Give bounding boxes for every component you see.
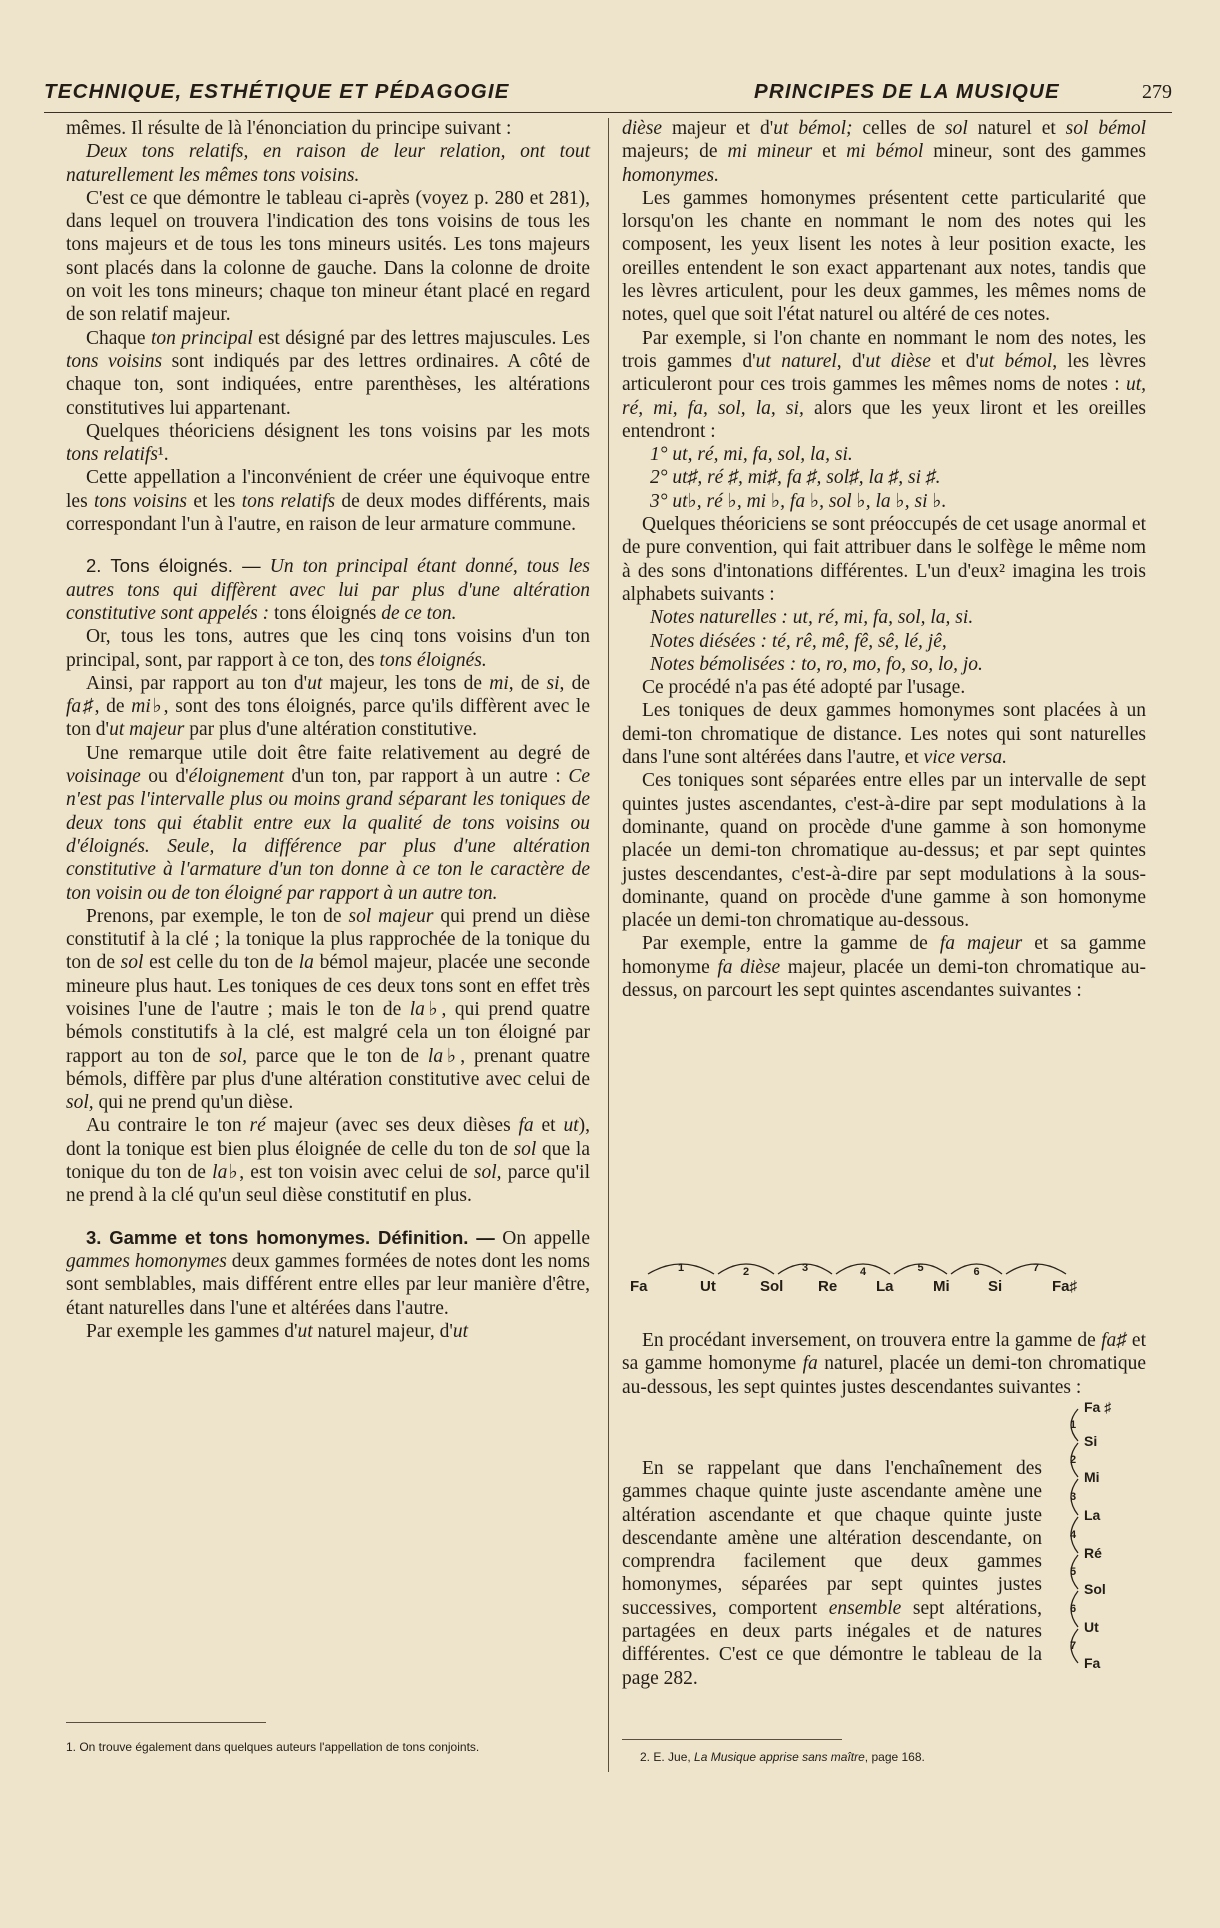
scale-note: Mi (1084, 1469, 1100, 1485)
footnote-1: 1. On trouve également dans quelques auteurs l'appellation de tons conjoints. (66, 1740, 480, 1754)
ascending-fifths-diagram (622, 1250, 1146, 1300)
scale-note: Re (818, 1278, 838, 1295)
scale-note: Fa♯ (1052, 1278, 1078, 1295)
scale-note: Fa (1084, 1655, 1101, 1671)
fifth-number: 2 (743, 1266, 750, 1278)
right-column-narrow (622, 1457, 1042, 1690)
fifth-number: 4 (1070, 1529, 1077, 1541)
right-column-lower (622, 1329, 1146, 1399)
paragraph: Ces toniques sont séparées entre elles par un intervalle de sept quintes justes ascendantes, c'est-à-dire par sept modulations à la dominante, quand on procède d'une gamme à son homonyme placée un demi-ton chromatique au-dessus; et par sept quintes justes descendantes, c'est-à-dire par sept modulations à la sous-dominante, quand on procède d'une gamme à son homonyme placée un demi-ton chromatique au-dessous. (622, 770, 1146, 932)
section-3: 3. Gamme et tons homonymes. Définition. — On appelle gammes homonymes deux gammes formées de notes dont les noms sont semblables, mais différent entre elles par leur manière d'être, étant naturelles dans l'une et altérées dans l'autre. (66, 1226, 590, 1319)
scale-note: Sol (760, 1278, 784, 1295)
paragraph: Quelques théoriciens se sont préoccupés de cet usage anormal et de pure convention, qui fait attribuer dans le solfège le même nom à des sons d'intonations différentes. L'un d'eux² imagina les trois alphabets suivants : (622, 514, 1146, 605)
fifth-number: 6 (1070, 1603, 1077, 1615)
fifth-number: 1 (1070, 1419, 1077, 1431)
paragraph: En se rappelant que dans l'enchaînement des gammes chaque quinte juste ascendante amène une altération ascendante et que chaque quinte juste descendante amène une altération descendante, on comprendra facilement que deux gammes homonymes, séparées par sept quintes justes successives, comportent ensemble sept altérations, partagées en deux parts inégales et de natures différentes. C'est ce que démontre le tableau de la page 282. (622, 1458, 1042, 1689)
paragraph: mêmes. Il résulte de là l'énonciation du principe suivant : (66, 118, 512, 139)
alphabet-line: Notes naturelles : ut, ré, mi, fa, sol, la, si. (650, 607, 974, 629)
fifth-number: 5 (1070, 1566, 1077, 1578)
paragraph: Quelques théoriciens désignent les tons voisins par les mots tons relatifs¹. (66, 420, 590, 466)
paragraph: Par exemple les gammes d'ut naturel majeur, d'ut (86, 1320, 469, 1342)
scale-note: Mi (933, 1278, 950, 1295)
footnote-2: 2. E. Jue, La Musique apprise sans maître, page 168. (640, 1750, 925, 1764)
paragraph: Ce procédé n'a pas été adopté par l'usage. (642, 677, 966, 699)
header-left-title: TECHNIQUE, ESTHÉTIQUE ET PÉDAGOGIE (44, 80, 510, 103)
scale-note: La (876, 1278, 894, 1295)
paragraph: Ainsi, par rapport au ton d'ut majeur, les tons de mi, de si, de fa♯, de mi♭, sont des tons éloignés, parce qu'ils diffèrent avec le ton d'ut majeur par plus d'une altération constitutive. (66, 672, 591, 741)
scale-note: Ré (1084, 1545, 1102, 1561)
section-heading: 3. Gamme et tons homonymes. Définition. — (86, 1226, 495, 1248)
header-right-title: PRINCIPES DE LA MUSIQUE (754, 80, 1060, 103)
section-heading: 2. Tons éloignés. — (86, 555, 261, 577)
fifth-number: 1 (678, 1262, 685, 1274)
left-column (66, 117, 590, 1343)
footnote-rule (66, 1722, 266, 1723)
descending-fifths-diagram (1056, 1395, 1146, 1695)
paragraph: Les toniques de deux gammes homonymes sont placées à un demi-ton chromatique de distance. Les notes qui sont naturelles dans l'une sont altérées dans l'autre, et vice versa. (622, 700, 1146, 769)
right-column (622, 117, 1146, 1002)
principle-quote: Deux tons relatifs, en raison de leur relation, ont tout naturellement les mêmes tons voisins. (66, 141, 590, 186)
column-divider (608, 118, 609, 1772)
paragraph: Chaque ton principal est désigné par des lettres majuscules. Les tons voisins sont indiqués par des lettres ordinaires. A côté de chaque ton, sont indiquées, entre parenthèses, les altérations constitutives lui appartenant. (66, 327, 590, 419)
scale-note: Ut (1084, 1619, 1099, 1635)
paragraph: C'est ce que démontre le tableau ci-après (voyez p. 280 et 281), dans lequel on trouvera l'indication des tons voisins de tous les tons majeurs et de tous les tons mineurs usités. Les tons majeurs sont placés dans la colonne de gauche. Dans la colonne de droite on voit les tons mineurs; chaque ton mineur étant placé en regard de son relatif majeur. (66, 187, 590, 326)
scale-note: Ut (700, 1278, 716, 1295)
section-2: 2. Tons éloignés. — Un ton principal étant donné, tous les autres tons qui diffèrent avec lui par plus d'une altération constitutive sont appelés : tons éloignés de ce ton. (66, 555, 590, 624)
header-rule (44, 112, 1172, 113)
fifth-number: 6 (973, 1266, 980, 1278)
alphabet-line: Notes bémolisées : to, ro, mo, fo, so, lo, jo. (650, 653, 983, 675)
paragraph: Or, tous les tons, autres que les cinq tons voisins d'un ton principal, sont, par rapport à ce ton, des tons éloignés. (66, 626, 590, 671)
paragraph: Par exemple, entre la gamme de fa majeur et sa gamme homonyme fa dièse majeur, placée un demi-ton chromatique au-dessus, on parcourt les sept quintes ascendantes suivantes : (622, 933, 1146, 1001)
scale-note: Fa (630, 1278, 648, 1295)
paragraph: En procédant inversement, on trouvera entre la gamme de fa♯ et sa gamme homonyme fa naturel, placée un demi-ton chromatique au-dessous, les sept quintes justes descendantes suivantes : (622, 1330, 1146, 1398)
fifth-number: 3 (1070, 1491, 1077, 1503)
scale-note: La (1084, 1507, 1101, 1523)
list-item: 1° ut, ré, mi, fa, sol, la, si. (650, 444, 853, 466)
paragraph: Cette appellation a l'inconvénient de créer une équivoque entre les tons voisins et les tons relatifs de deux modes différents, mais correspondant l'un à l'autre, en raison de leur armature commune. (66, 467, 591, 536)
fifth-number: 2 (1070, 1454, 1077, 1466)
footnote-rule (622, 1739, 842, 1740)
scale-note: Si (988, 1278, 1003, 1295)
list-item: 3° ut♭, ré ♭, mi ♭, fa ♭, sol ♭, la ♭, si ♭. (650, 490, 947, 512)
paragraph: Au contraire le ton ré majeur (avec ses deux dièses fa et ut), dont la tonique est bien plus éloignée de celle du ton de sol que la tonique du ton de la♭, est ton voisin avec celui de sol, parce qu'il ne prend à la clé qu'un seul dièse constitutif en plus. (66, 1115, 590, 1207)
paragraph: dièse majeur et d'ut bémol; celles de sol naturel et sol bémol majeurs; de mi mineur et mi bémol mineur, sont des gammes homonymes. (622, 118, 1147, 186)
fifth-number: 4 (860, 1266, 867, 1278)
list-item: 2° ut♯, ré ♯, mi♯, fa ♯, sol♯, la ♯, si ♯. (650, 467, 941, 489)
paragraph: Les gammes homonymes présentent cette particularité que lorsqu'on les chante en nommant le nom des notes qui les composent, les yeux lisent les notes à leur position exacte, les oreilles entendent le son exact appartenant aux notes, tandis que les lèvres articulent, pour les deux gammes, les mêmes noms de notes, quel que soit l'état naturel ou altéré de ces notes. (622, 187, 1146, 326)
paragraph: Par exemple, si l'on chante en nommant le nom des notes, les trois gammes d'ut naturel, d'ut dièse et d'ut bémol, les lèvres articuleront pour ces trois gammes les mêmes noms de notes : ut, ré, mi, fa, sol, la, si, alors que les yeux liront et les oreilles entendront : (622, 327, 1147, 442)
running-header (44, 80, 1172, 106)
alphabet-line: Notes diésées : té, rê, mê, fê, sê, lé, jê, (650, 630, 947, 652)
page-number: 279 (1142, 81, 1172, 103)
fifth-number: 7 (1033, 1262, 1040, 1274)
scale-note: Si (1084, 1433, 1098, 1449)
paragraph: Une remarque utile doit être faite relativement au degré de voisinage ou d'éloignement d'un ton, par rapport à un autre : Ce n'est pas l'intervalle plus ou moins grand séparant les toniques de deux tons qui établit entre eux la qualité de tons voisins ou d'éloignés. Seule, la différence par plus d'une altération constitutive à l'armature d'un ton donne à ce ton le caractère de ton voisin ou de ton éloigné par rapport à un autre ton. (66, 742, 591, 904)
paragraph: Prenons, par exemple, le ton de sol majeur qui prend un dièse constitutif à la clé ; la tonique la plus rapprochée de la tonique du ton de sol est celle du ton de la bémol majeur, placée une seconde mineure plus haut. Les toniques de ces deux tons sont en effet très voisines l'une de l'autre ; mais le ton de la♭, qui prend quatre bémols constitutifs à la clé, est malgré cela un ton éloigné par rapport au ton de sol, parce que le ton de la♭, prenant quatre bémols, diffère par plus d'une altération constitutive avec celui de sol, qui ne prend qu'un dièse. (66, 905, 591, 1114)
fifth-number: 7 (1070, 1640, 1077, 1652)
fifth-number: 5 (917, 1262, 924, 1274)
scale-note: Sol (1084, 1581, 1106, 1597)
fifth-number: 3 (802, 1262, 809, 1274)
scale-note: Fa ♯ (1084, 1399, 1112, 1415)
